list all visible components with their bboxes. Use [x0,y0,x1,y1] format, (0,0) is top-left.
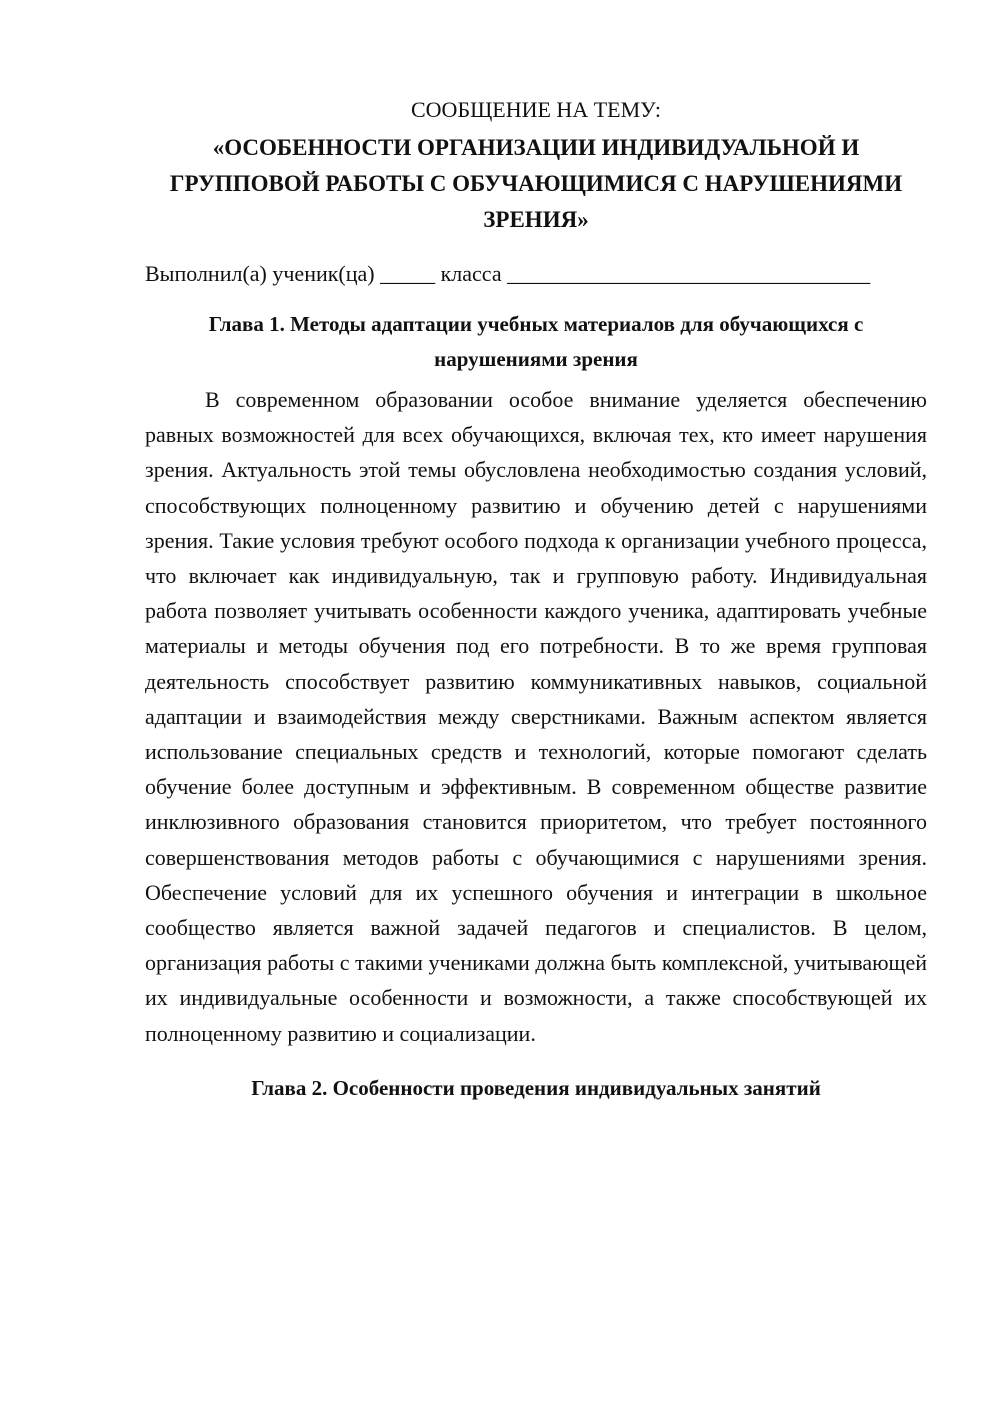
topic-title: «ОСОБЕННОСТИ ОРГАНИЗАЦИИ ИНДИВИДУАЛЬНОЙ И ГРУППОВОЙ РАБОТЫ С ОБУЧАЮЩИМИСЯ С НАРУШЕНИЯМИ ЗРЕНИЯ» [169,135,903,232]
author-byline: Выполнил(а) ученик(ца) _____ класса _________________________________ [145,261,871,286]
chapter-1-title: Глава 1. Методы адаптации учебных материалов для обучающихся с нарушениями зрения [208,312,864,371]
document-page [145,92,927,1106]
document-heading: СООБЩЕНИЕ НА ТЕМУ: [411,97,661,122]
chapter-2-title: Глава 2. Особенности проведения индивидуальных занятий [251,1075,821,1100]
chapter-1-paragraph: В современном образовании особое внимание уделяется обеспечению равных возможностей для всех обучающихся, включая тех, кто имеет нарушения зрения. Актуальность этой темы обусловлена необходимостью создания условий, способствующих полноценному развитию и обучению детей с нарушениями зрения. Такие условия требуют особого подхода к организации учебного процесса, что включает как индивидуальную, так и групповую работу. Индивидуальная работа позволяет учитывать особенности каждого ученика, адаптировать учебные материалы и методы обучения под его потребности. В то же время групповая деятельность способствует развитию коммуникативных навыков, социальной адаптации и взаимодействия между сверстниками. Важным аспектом является использование специальных средств и технологий, которые помогают сделать обучение более доступным и эффективным. В современном обществе развитие инклюзивного образования становится приоритетом, что требует постоянного совершенствования методов работы с обучающимися с нарушениями зрения. Обеспечение условий для их успешного обучения и интеграции в школьное сообщество является важной задачей педагогов и специалистов. В целом, организация работы с такими учениками должна быть комплексной, учитывающей их индивидуальные особенности и возможности, а также способствующей их полноценному развитию и социализации. [145,387,927,1046]
